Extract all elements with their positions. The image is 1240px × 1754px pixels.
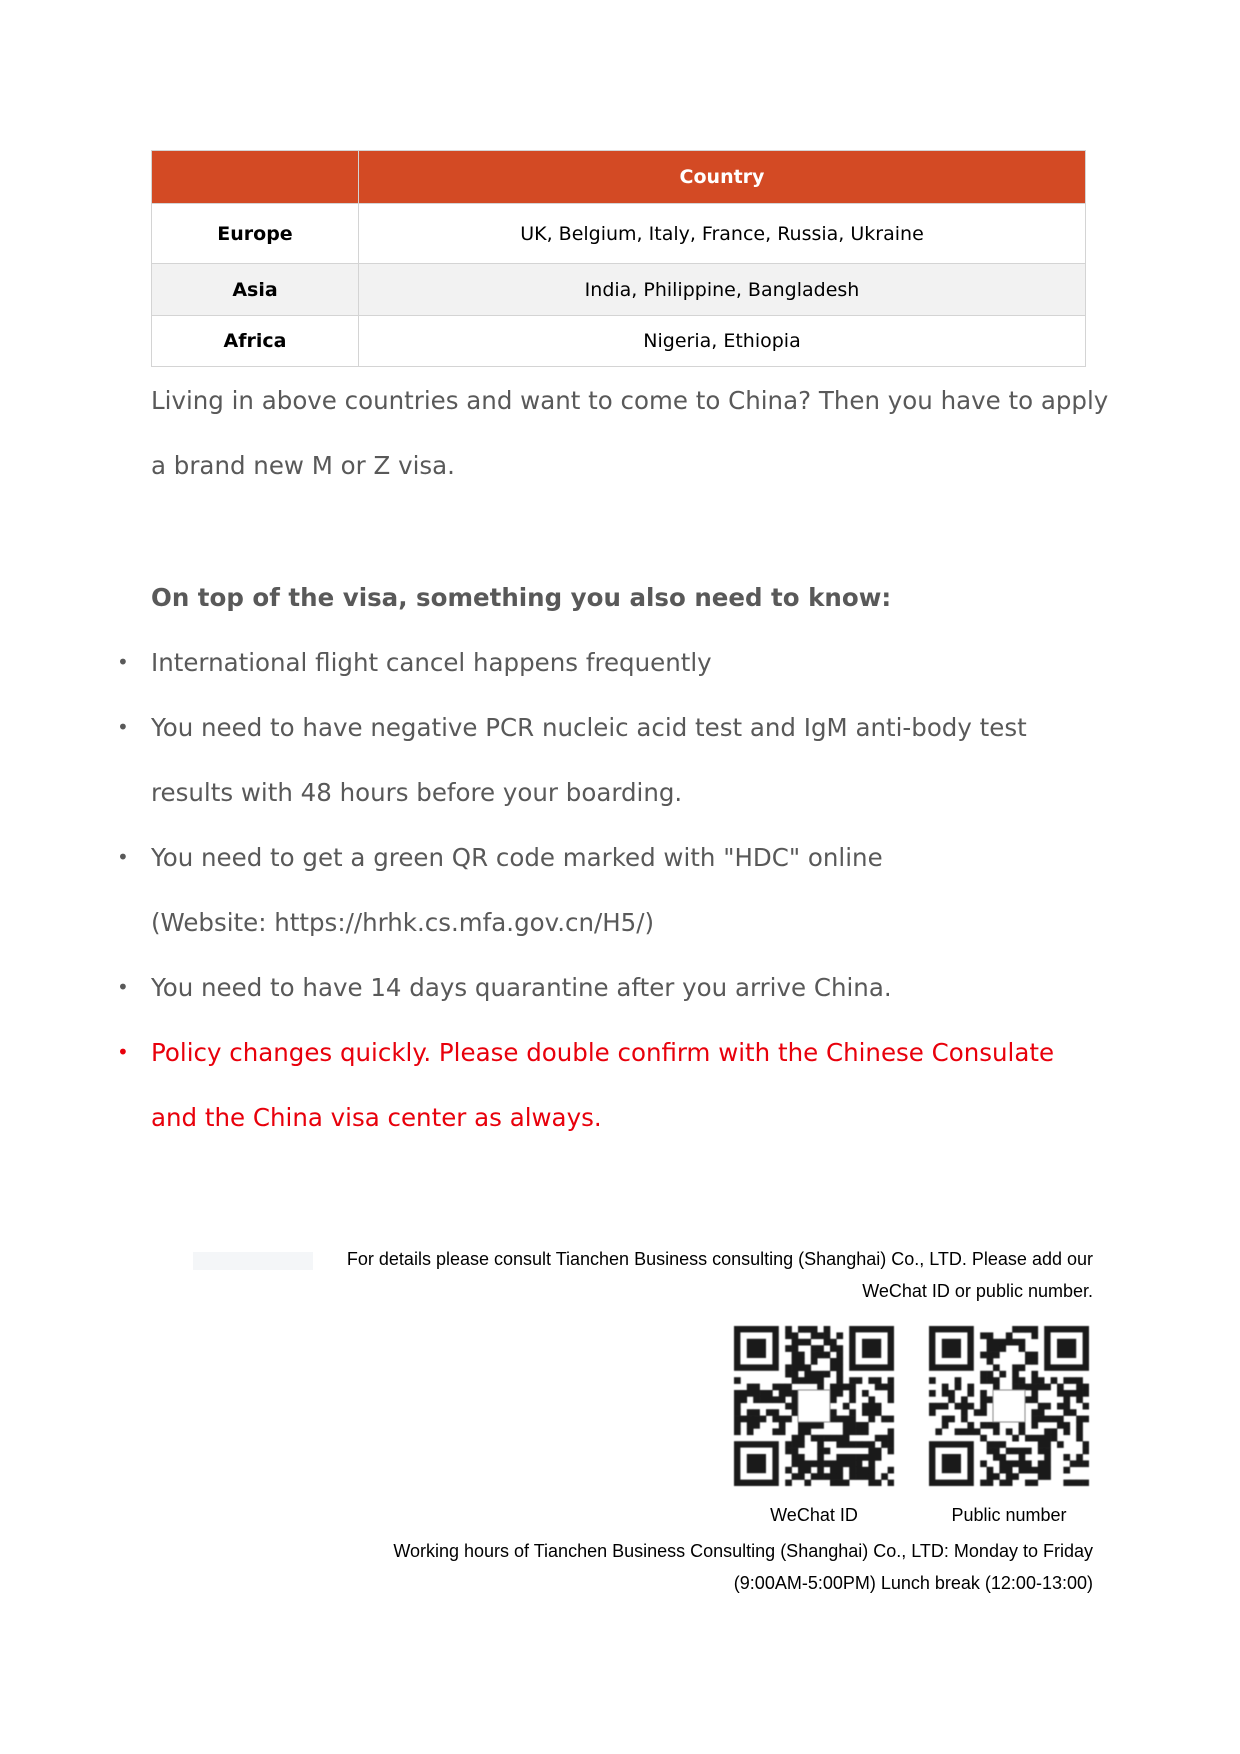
region-cell: Asia <box>152 264 359 316</box>
country-table <box>151 150 1086 367</box>
table-row <box>152 316 1086 367</box>
countries-cell: Nigeria, Ethiopia <box>359 316 1086 367</box>
region-cell: Europe <box>152 204 359 264</box>
intro-paragraph <box>151 368 1111 498</box>
consult-line: WeChat ID or public number. <box>862 1281 1093 1301</box>
hours-line: Working hours of Tianchen Business Consulting (Shanghai) Co., LTD: Monday to Friday <box>393 1541 1093 1561</box>
bullet-icon: • <box>117 650 129 674</box>
bullet-icon: • <box>117 715 129 739</box>
policy-alert-item <box>117 1020 1111 1150</box>
public-number-qr-code <box>929 1326 1089 1486</box>
table-row <box>152 264 1086 316</box>
section-heading: On top of the visa, something you also need to know: <box>151 583 892 612</box>
intro-line: a brand new M or Z visa. <box>151 451 455 480</box>
requirements-list <box>117 630 1111 1150</box>
wechat-qr-caption: WeChat ID <box>770 1505 858 1525</box>
region-cell: Africa <box>152 316 359 367</box>
working-hours-note <box>193 1535 1093 1599</box>
list-item-line: Policy changes quickly. Please double confirm with the Chinese Consulate <box>151 1038 1055 1067</box>
bullet-icon: • <box>117 845 129 869</box>
countries-cell: India, Philippine, Bangladesh <box>359 264 1086 316</box>
consult-line: For details please consult Tianchen Business consulting (Shanghai) Co., LTD. Please add our <box>346 1249 1093 1269</box>
list-item <box>117 630 1111 695</box>
list-item-line: You need to have 14 days quarantine after you arrive China. <box>151 973 892 1002</box>
list-item <box>117 955 1111 1020</box>
list-item-line: You need to get a green QR code marked with "HDC" online <box>151 843 883 872</box>
website-link[interactable]: (Website: https://hrhk.cs.mfa.gov.cn/H5/) <box>151 908 655 937</box>
consult-note <box>193 1243 1093 1307</box>
list-item <box>117 695 1111 825</box>
table-header-country: Country <box>359 151 1086 204</box>
list-item-line: International flight cancel happens frequently <box>151 648 712 677</box>
wechat-qr-code <box>734 1326 894 1486</box>
list-item <box>117 825 1111 955</box>
countries-cell: UK, Belgium, Italy, France, Russia, Ukraine <box>359 204 1086 264</box>
list-item-line: You need to have negative PCR nucleic acid test and IgM anti-body test <box>151 713 1027 742</box>
bullet-icon: • <box>117 1040 129 1064</box>
table-header-row <box>152 151 1086 204</box>
hours-line: (9:00AM-5:00PM) Lunch break (12:00-13:00) <box>733 1573 1093 1593</box>
table-header-region <box>152 151 359 204</box>
bullet-icon: • <box>117 975 129 999</box>
public-qr-caption: Public number <box>951 1505 1067 1525</box>
list-item-line: and the China visa center as always. <box>151 1103 602 1132</box>
table-row <box>152 204 1086 264</box>
intro-line: Living in above countries and want to come to China? Then you have to apply <box>151 386 1109 415</box>
list-item-line: results with 48 hours before your boarding. <box>151 778 683 807</box>
